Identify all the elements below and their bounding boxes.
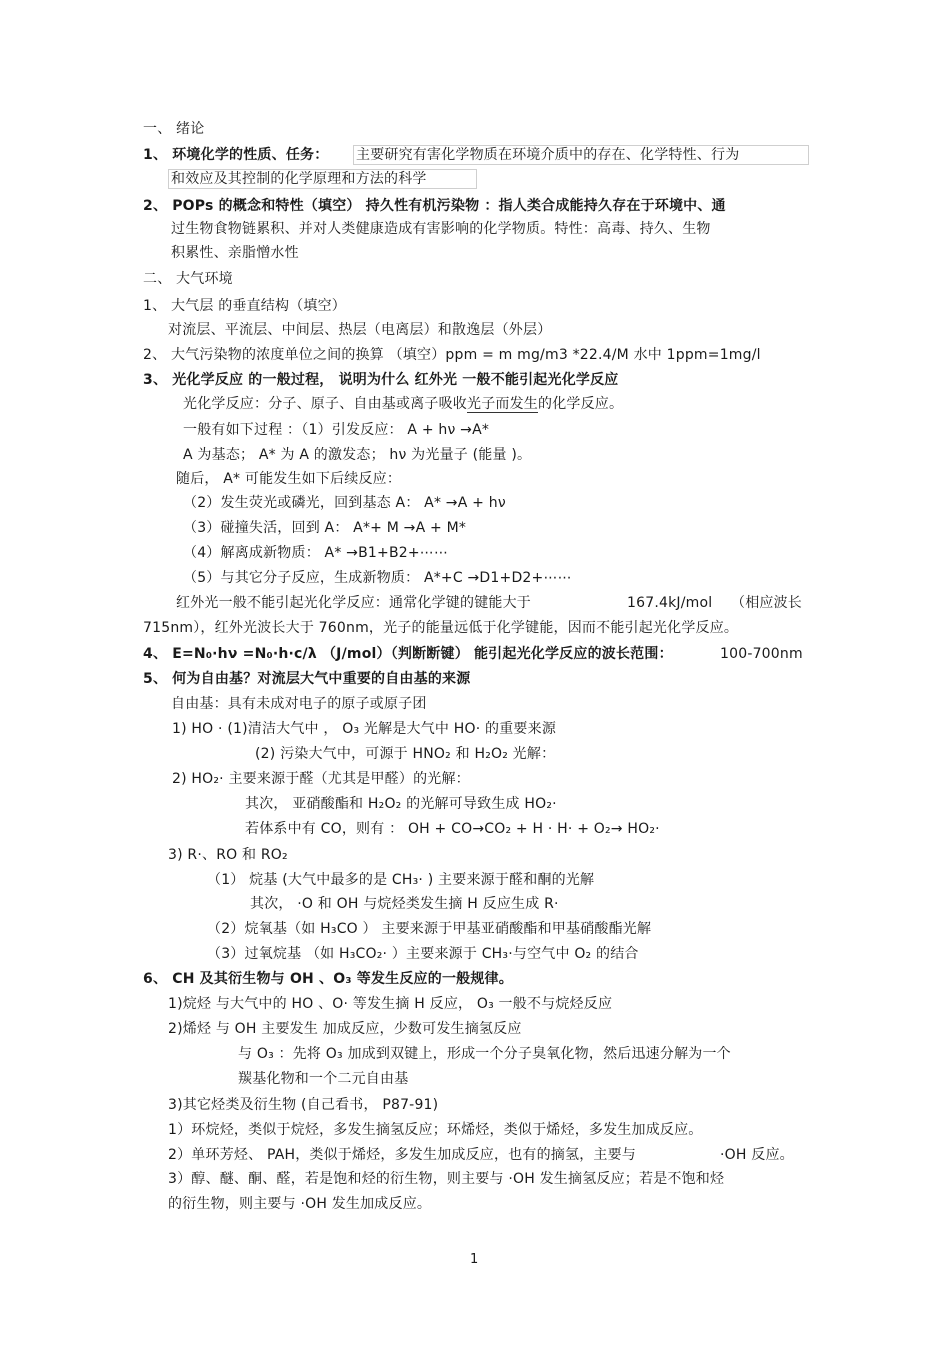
question-line: 2、 大气污染物的浓度单位之间的换算 （填空）ppm = m mg/m3 *22.4/M 水中 1ppm=1mg/l [143,347,761,363]
section-heading-atmosphere: 二、 大气环境 [143,271,233,287]
underlined-text: 光子而发生 [467,396,538,412]
paragraph-line: (2) 污染大气中，可源于 HNO₂ 和 H₂O₂ 光解： [255,746,556,762]
paragraph-line: （3）碰撞失活，回到 A： A*+ M →A + M* [183,520,467,536]
paragraph-line: 若体系中有 CO，则有 ： OH + CO→CO₂ + H · H· + O₂→ HO₂· [245,821,660,837]
paragraph-fragment: （相应波长 [731,595,802,611]
text-span: 光化学反应：分子、原子、自由基或离子吸收 [183,396,467,412]
question-6-title: 6、 CH 及其衍生物与 OH 、O₃ 等发生反应的一般规律。 [143,971,513,987]
paragraph-line: 1)烷烃 与大气中的 HO 、O· 等发生摘 H 反应， O₃ 一般不与烷烃反应 [168,996,613,1012]
answer-box-line-2: 和效应及其控制的化学原理和方法的科学 [168,169,477,189]
paragraph-line: （2）发生荧光或磷光，回到基态 A： A* →A + hν [183,495,506,511]
paragraph-fragment: ·OH 反应。 [720,1147,794,1163]
paragraph-line: （4）解离成新物质： A* →B1+B2+⋯⋯ [183,545,449,561]
paragraph-line: 3) R·、RO 和 RO₂ [168,847,288,863]
paragraph-line: 1) HO · (1)清洁大气中 ， O₃ 光解是大气中 HO· 的重要来源 [172,721,557,737]
page-number: 1 [470,1252,479,1267]
paragraph-line: 其次， ·O 和 OH 与烷烃类发生摘 H 反应生成 R· [250,896,559,912]
text-span: 的化学反应。 [538,396,624,412]
paragraph-line: 随后， A* 可能发生如下后续反应： [176,471,402,487]
paragraph-line: 2)烯烃 与 OH 主要发生 加成反应，少数可发生摘氢反应 [168,1021,522,1037]
question-2-title: 2、 POPs 的概念和特性（填空） 持久性有机污染物 ：指人类合成能持久存在于环境中、通 [143,198,726,214]
paragraph-line: 羰基化物和一个二元自由基 [238,1071,409,1087]
paragraph-fragment: 167.4kJ/mol [627,595,713,611]
answer-box-line-1: 主要研究有害化学物质在环境介质中的存在、化学特性、行为 [353,145,809,165]
paragraph-line: 红外光一般不能引起光化学反应：通常化学键的键能大于 [176,595,531,611]
question-line: 1、 大气层 的垂直结构（填空） [143,298,347,314]
paragraph-line: 2) HO₂· 主要来源于醛（尤其是甲醛）的光解： [172,771,470,787]
paragraph-line: （5）与其它分子反应，生成新物质： A*+C →D1+D2+⋯⋯ [183,570,572,586]
paragraph-line: 与 O₃ ：先将 O₃ 加成到双键上，形成一个分子臭氧化物，然后迅速分解为一个 [238,1046,731,1062]
paragraph-line: （1） 烷基 (大气中最多的是 CH₃· ) 主要来源于醛和酮的光解 [207,872,595,888]
paragraph-line: 一般有如下过程 ：（1）引发反应： A + hν →A* [183,422,490,438]
paragraph-line: 715nm），红外光波长大于 760nm，光子的能量远低于化学键能，因而不能引起光化学反应。 [143,620,739,636]
paragraph-line: 积累性、亲脂憎水性 [171,245,299,261]
paragraph-line: 2）单环芳烃、 PAH，类似于烯烃，多发生加成反应，也有的摘氢，主要与 [168,1147,637,1163]
paragraph-line: 过生物食物链累积、并对人类健康造成有害影响的化学物质。特性：高毒、持久、生物 [171,221,711,237]
question-4-title: 4、 E=N₀·hν =N₀·h·c/λ （J/mol）（判断断键） 能引起光化学反应的波长范围： [143,646,673,662]
section-heading-intro: 一、 绪论 [143,121,205,137]
paragraph-line: A 为基态； A* 为 A 的激发态； hν 为光量子 (能量 )。 [183,447,532,463]
paragraph-line: 自由基：具有未成对电子的原子或原子团 [171,696,427,712]
paragraph-line: （2）烷氧基（如 H₃CO ） 主要来源于甲基亚硝酸酯和甲基硝酸酯光解 [207,921,652,937]
question-1-title: 1、 环境化学的性质、任务： [143,147,329,163]
paragraph-line: 对流层、平流层、中间层、热层（电离层）和散逸层（外层） [168,322,552,338]
paragraph-line: 1）环烷烃，类似于烷烃，多发生摘氢反应；环烯烃，类似于烯烃，多发生加成反应。 [168,1122,703,1138]
paragraph-line: 的衍生物，则主要与 ·OH 发生加成反应。 [168,1196,432,1212]
paragraph-line [183,395,623,413]
paragraph-line: 其次， 亚硝酸酯和 H₂O₂ 的光解可导致生成 HO₂· [245,796,557,812]
question-3-title: 3、 光化学反应 的一般过程， 说明为什么 红外光 一般不能引起光化学反应 [143,372,619,388]
paragraph-line: 3）醇、醚、酮、醛，若是饱和烃的衍生物，则主要与 ·OH 发生摘氢反应；若是不饱和烃 [168,1171,725,1187]
paragraph-fragment: 100-700nm [720,646,803,662]
paragraph-line: 3)其它烃类及衍生物 (自己看书， P87-91) [168,1097,439,1113]
question-5-title: 5、 何为自由基？对流层大气中重要的自由基的来源 [143,671,471,687]
paragraph-line: （3）过氧烷基 （如 H₃CO₂· ）主要来源于 CH₃·与空气中 O₂ 的结合 [207,946,639,962]
